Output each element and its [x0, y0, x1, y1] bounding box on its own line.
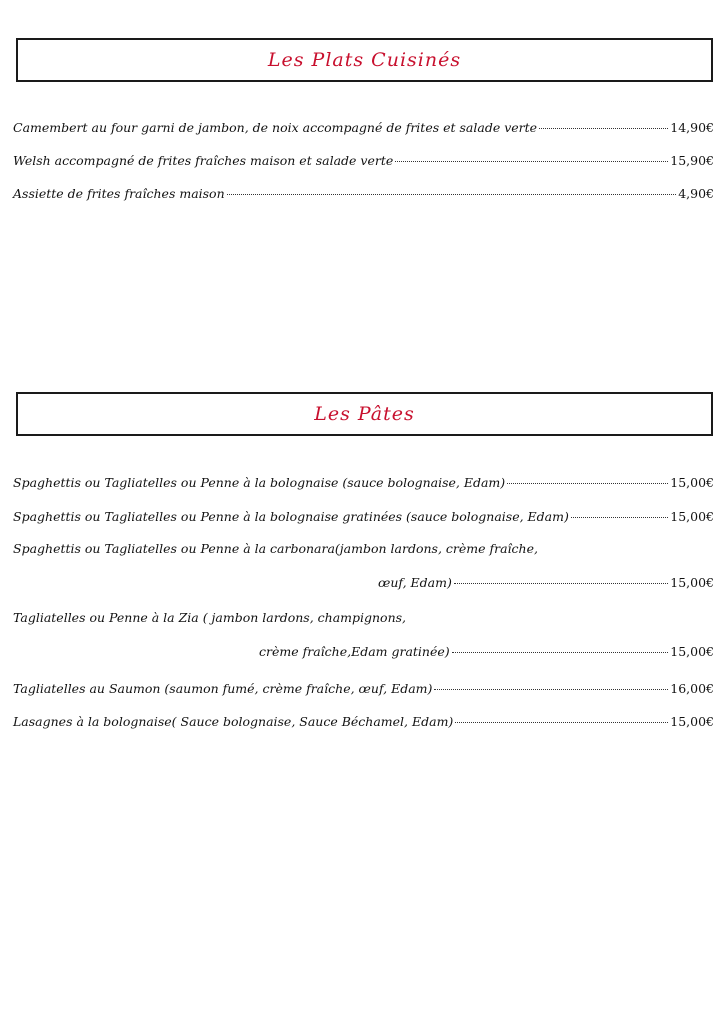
item-name: Tagliatelles au Saumon (saumon fumé, crème fraîche, œuf, Edam) — [13, 681, 433, 696]
item-name: Assiette de frites fraîches maison — [13, 186, 225, 201]
dot-leader — [507, 483, 668, 484]
item-price: 15,90€ — [670, 153, 714, 168]
menu-item — [13, 540, 714, 609]
dot-leader — [227, 194, 677, 195]
item-price: 4,90€ — [678, 186, 714, 201]
item-name-continuation: crème fraîche,Edam gratinée) — [259, 644, 450, 659]
item-name-continuation: œuf, Edam) — [378, 575, 452, 590]
item-price: 15,00€ — [670, 475, 714, 490]
menu-list-plats-cuisines — [13, 119, 714, 218]
item-price: 15,00€ — [670, 509, 714, 524]
menu-item — [13, 680, 714, 713]
menu-item — [13, 609, 714, 680]
dot-leader — [434, 689, 668, 690]
section-title: Les Pâtes — [314, 403, 415, 425]
item-price: 14,90€ — [670, 120, 714, 135]
item-name: Tagliatelles ou Penne à la Zia ( jambon lardons, champignons, — [13, 610, 407, 625]
item-price: 15,00€ — [670, 575, 714, 590]
item-name: Spaghettis ou Tagliatelles ou Penne à la carbonara(jambon lardons, crème fraîche, — [13, 541, 538, 556]
dot-leader — [454, 583, 668, 584]
item-price: 16,00€ — [670, 681, 714, 696]
dot-leader — [539, 128, 668, 129]
menu-item — [13, 508, 714, 540]
menu-item — [13, 713, 714, 746]
item-name: Lasagnes à la bolognaise( Sauce bolognaise, Sauce Béchamel, Edam) — [13, 714, 454, 729]
dot-leader — [455, 722, 668, 723]
item-name: Spaghettis ou Tagliatelles ou Penne à la bolognaise (sauce bolognaise, Edam) — [13, 475, 506, 490]
menu-item — [13, 185, 714, 218]
menu-item — [13, 152, 714, 185]
item-price: 15,00€ — [670, 714, 714, 729]
dot-leader — [571, 517, 668, 518]
dot-leader — [452, 652, 669, 653]
menu-item — [13, 474, 714, 508]
dot-leader — [395, 161, 668, 162]
menu-list-pates — [13, 474, 714, 746]
section-header-plats-cuisines — [16, 38, 713, 82]
item-name: Camembert au four garni de jambon, de noix accompagné de frites et salade verte — [13, 120, 538, 135]
item-name: Spaghettis ou Tagliatelles ou Penne à la bolognaise gratinées (sauce bolognaise, Edam) — [13, 509, 569, 524]
section-title: Les Plats Cuisinés — [267, 49, 462, 71]
item-price: 15,00€ — [670, 644, 714, 659]
menu-item — [13, 119, 714, 152]
item-name: Welsh accompagné de frites fraîches maison et salade verte — [13, 153, 394, 168]
section-header-pates — [16, 392, 713, 436]
